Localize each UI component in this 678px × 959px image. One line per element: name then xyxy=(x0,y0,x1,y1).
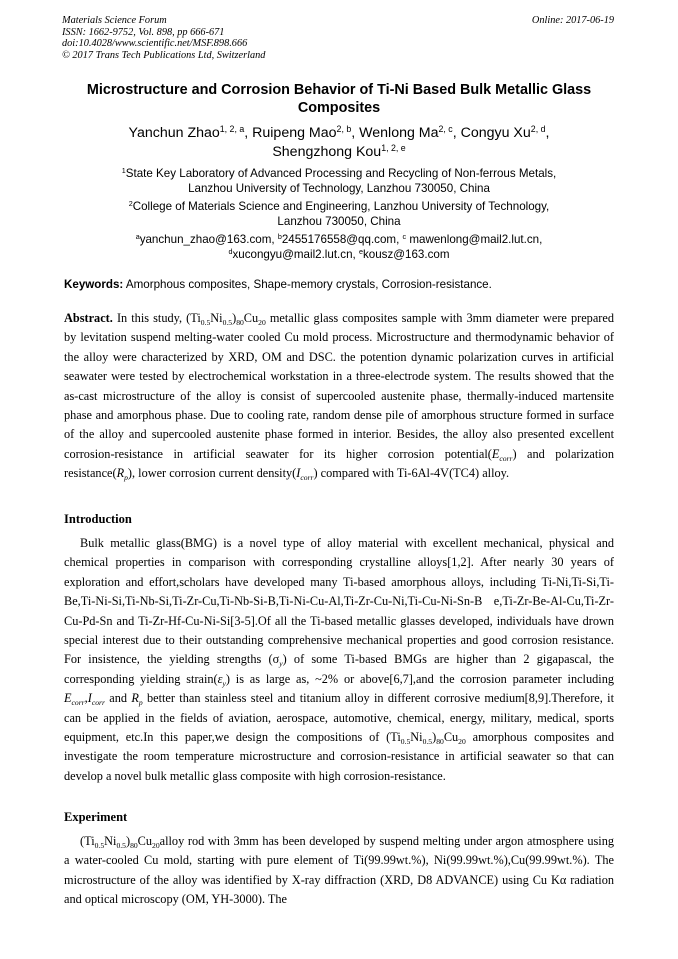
author-affil-sup: 2, d xyxy=(530,123,546,134)
subscript: corr xyxy=(91,697,105,707)
subscript: 80 xyxy=(436,736,444,746)
symbol-sigma: σ xyxy=(272,652,280,667)
issn-line: ISSN: 1662-9752, Vol. 898, pp 666-671 xyxy=(62,26,225,38)
email-address[interactable]: kousz@163.com xyxy=(362,248,450,262)
keywords-line xyxy=(64,278,624,291)
subscript: corr xyxy=(499,453,513,463)
symbol-i: I xyxy=(87,691,92,706)
author-name: Yanchun Zhao xyxy=(128,125,220,141)
abstract-text: metallic glass composites sample with 3mm diameter were prepared by levitation suspend melting-water cooled Cu mold process. Microstructure and thermodynamic behavior of the alloy were characterized by XRD, OM and DSC. the potention dynamic polarization curves in artificial seawater were tested by electrochemical workstation in a three-electrode system. The results showed that the as-cast microstructure of the alloy is consist of supercooled austenite phase, thermally-induced martensite phase and amorphous phase. Due to cooling rate, random dense pile of amorphous structure formed in surface of the alloy and supercooled austenite phase formed in interior. Besides, the alloy also presented excellent corrosion-resistance in artificial seawater for its higher corrosion potential( xyxy=(64,311,614,461)
subscript: y xyxy=(279,659,283,669)
subscript: y xyxy=(222,678,226,688)
subscript: 20 xyxy=(458,736,466,746)
author-affil-sup: 1, 2, a xyxy=(219,123,245,134)
email-sup: b xyxy=(277,231,282,241)
keywords-label: Keywords: xyxy=(64,278,124,291)
formula-ni: Ni xyxy=(410,730,423,745)
affil-num: 1 xyxy=(121,165,126,175)
subscript: p xyxy=(124,472,128,482)
subscript: 0.5 xyxy=(200,317,211,327)
symbol-r: R xyxy=(131,691,139,706)
journal-header xyxy=(62,15,265,61)
symbol-r: R xyxy=(116,466,125,481)
intro-text: amorphous composites and investigate the room temperature microstructure and corrosion-resistance in artificial seawater so that can develop a novel bulk metallic glass composite with high corrosion-resistance. xyxy=(64,730,614,783)
author-name: Wenlong Ma xyxy=(359,125,439,141)
email-address[interactable]: xucongyu@mail2.lut.cn xyxy=(232,248,353,262)
experiment-paragraph: $(Ti_{0.5}Ni_{0.5})_{80}Cu_{20}alloy$ rod with 3mm has been developed by suspend melting under argon atmosphere using a water-cooled Cu mold, starting with pure element of Ti(99.99wt.%), Ni(99.99wt.%),Cu(99.99wt.%). The microstructure of the alloy was identified by X-ray diffraction (XRD, D8 ADVANCE) using Cu Kα radiation and optical microscopy (OM, YH-3000). The xyxy=(64,834,614,907)
intro-text: Bulk metallic glass(BMG) is a novel type of alloy material with excellent mechanical, physical and chemical properties in comparison with corresponding crystalline alloys[1,2]. After nearly 30 years of exploration and effort,scholars have developed many Ti-based amorphous alloys, including Ti-Ni,Ti-Si,Ti-Be,Ti-Ni-Si,Ti-Nb-Si,Ti-Zr-Cu,Ti-Nb-Si-B,Ti-Ni-Cu-Al,Ti-Zr-Cu-Ni,Ti-Cu-Ni-Sn-B e,Ti-Zr-Be-Al-Cu,Ti-Zr-Cu-Pd-Sn and Ti-Zr-Hf-Cu-Ni-Si[3-5].Of all the Ti-based metallic glasses developed, individuals have drown special interest due to their outstanding comprehensive mechanical properties and good corrosion resistance. For insistence, the yielding strengths ( xyxy=(64,536,614,667)
abstract-text: ) compared with Ti-6Al-4V(TC4) alloy. xyxy=(313,466,510,481)
author-name: Congyu Xu xyxy=(460,125,531,141)
formula-ti: Ti xyxy=(390,730,401,745)
subscript: 80 xyxy=(130,840,138,850)
abstract-text: ) and polarization resistance( xyxy=(64,446,614,481)
email-sup: c xyxy=(402,231,407,241)
author-list: Yanchun Zhao$^{1, 2, a}$, Ruipeng Mao$^{2, b}$, Wenlong Ma$^{2, c}$, Congyu Xu$^{2, d}$, Shengzhong Kou$^{1, 2, e}$ xyxy=(128,123,550,160)
author-affil-sup: 2, c xyxy=(438,123,453,134)
email-sup: a xyxy=(135,231,140,241)
affil-line: State Key Laboratory of Advanced Processing and Recycling of Non-ferrous Metals, xyxy=(125,167,557,180)
formula-ti: Ti xyxy=(84,834,95,848)
abstract-text: In this study, (Ti xyxy=(116,311,201,325)
symbol-e: E xyxy=(64,691,72,706)
abstract-paragraph: Abstract. In this study, $(Ti_{0.5}Ni_{0.5})_{80}Cu_{20}$ metallic glass composites sample with 3mm diameter were prepared by levitation suspend melting-water cooled Cu mold process. Microstructure and thermodynamic behavior of the alloy were characterized by XRD, OM and DSC. the potention dynamic polarization curves in artificial seawater were tested by electrochemical workstation in a three-electrode system. The results showed that the as-cast microstructure of the alloy is consist of supercooled austenite phase, thermally-induced martensite phase and amorphous phase. Due to cooling rate, random dense pile of amorphous structure formed in surface of the alloy and supercooled austenite phase formed in interior. Besides, the alloy also presented excellent corrosion-resistance in artificial seawater for its higher corrosion $potential(E_{corr})$ and polarization $resistance(R_p)$, lower corrosion current $density(I_{corr})$ compared with Ti-6Al-4V(TC4) alloy. xyxy=(64,311,614,482)
email-sup: d xyxy=(228,247,233,257)
experiment-heading: Experiment xyxy=(64,810,128,824)
affil-line: Lanzhou 730050, China xyxy=(277,215,401,229)
email-sup: e xyxy=(358,247,363,257)
subscript: corr xyxy=(300,472,314,482)
formula-cu: Cu xyxy=(243,311,259,325)
symbol-epsilon: ε xyxy=(217,671,223,686)
email-address[interactable]: 2455176558@qq.com xyxy=(281,233,397,246)
symbol-i: I xyxy=(296,466,301,481)
intro-text: ) of some Ti-based BMGs are higher than 2 gigapascal, the corresponding yielding strain( xyxy=(64,652,615,686)
formula-ni: Ni xyxy=(210,311,223,325)
author-name: Shengzhong Kou xyxy=(272,144,382,160)
subscript: 0.5 xyxy=(222,317,233,327)
introduction-heading: Introduction xyxy=(64,512,132,526)
abstract-label: Abstract. xyxy=(64,311,113,325)
formula-ni: Ni xyxy=(104,834,117,848)
subscript: 0.5 xyxy=(94,840,105,850)
affiliation-1 xyxy=(64,166,614,197)
subscript: corr xyxy=(71,697,85,707)
intro-text: better than stainless steel and titanium alloy in different corrosive medium[8,9].Therefore, it can be applied in the fields of aviation, aerospace, automotive, chemical, energy, military, medical, sports equipment, etc.In this paper,we design the compositions of ( xyxy=(64,691,614,745)
subscript: 20 xyxy=(152,840,160,850)
subscript: 20 xyxy=(258,317,266,327)
intro-text: ) is as large as, ~2% or above[6,7],and the corrosion parameter including xyxy=(225,671,614,686)
abstract-text: ), lower corrosion current density( xyxy=(127,466,297,481)
experiment-text: alloy rod with 3mm has been developed by suspend melting under argon atmosphere using a water-cooled Cu mold, starting with pure element of Ti(99.99wt.%), Ni(99.99wt.%),Cu(99.99wt.%). The microstructure of the alloy was identified by X-ray diffraction (XRD, D8 ADVANCE) using Cu Kα radiation and optical microscopy (OM, YH-3000). The xyxy=(64,834,614,907)
affil-line: Lanzhou University of Technology, Lanzhou 730050, China xyxy=(188,182,490,196)
subscript: p xyxy=(138,697,143,707)
subscript: 0.5 xyxy=(400,736,411,746)
journal-name: Materials Science Forum xyxy=(62,15,167,26)
author-affil-sup: 2, b xyxy=(336,123,352,134)
email-list: $^a$yanchun_zhao@163.com, $^b$2455176558@qq.com, $^c$ mawenlong@mail2.lut.cn, $^d$xucongyu@mail2.lut.cn, $^e$kousz@163.com xyxy=(135,231,543,262)
author-name: Ruipeng Mao xyxy=(252,125,337,141)
keywords-text: Amorphous composites, Shape-memory crystals, Corrosion-resistance. xyxy=(125,278,492,291)
doi-line: doi:10.4028/www.scientific.net/MSF.898.666 xyxy=(62,38,248,50)
subscript: 0.5 xyxy=(422,736,433,746)
email-address[interactable]: yanchun_zhao@163.com xyxy=(139,233,272,246)
paper-title: Microstructure and Corrosion Behavior of Ti-Ni Based Bulk Metallic Glass Composites xyxy=(86,82,592,116)
affil-num: 2 xyxy=(128,198,133,208)
email-address[interactable]: mawenlong@mail2.lut.cn xyxy=(409,233,540,246)
formula-cu: Cu xyxy=(137,834,153,848)
affiliation-2 xyxy=(64,199,614,230)
introduction-paragraph: Bulk metallic glass(BMG) is a novel type of alloy material with excellent mechanical, physical and chemical properties in comparison with corresponding crystalline alloys[1,2]. After nearly 30 years of exploration and effort,scholars have developed many Ti-based amorphous alloys, including Ti-Ni,Ti-Si,Ti-Be,Ti-Ni-Si,Ti-Nb-Si,Ti-Zr-Cu,Ti-Nb-Si-B,Ti-Ni-Cu-Al,Ti-Zr-Cu-Ni,Ti-Cu-Ni-Sn-B e,Ti-Zr-Be-Al-Cu,Ti-Zr-Cu-Pd-Sn and Ti-Zr-Hf-Cu-Ni-Si[3-5].Of all the Ti-based metallic glasses developed, individuals have drown special interest due to their outstanding comprehensive mechanical properties and good corrosion resistance. For insistence, the yielding strengths $(\sigma_y)$ of some Ti-based BMGs are higher than 2 gigapascal, the corresponding yielding $strain(\varepsilon_y)$ is as large as, ~2% or above[6,7],and the corrosion parameter including $E_{corr},I_{corr}$ and $R_p$ better than stainless steel and titanium alloy in different corrosive medium[8,9].Therefore, it can be applied in the fields of aviation, aerospace, automotive, chemical, energy, military, medical, sports equipment, etc.In this paper,we design the compositions of $(Ti_{0.5}Ni_{0.5})_{80}Cu_{20}$ amorphous composites and investigate the room temperature microstructure and corrosion-resistance in artificial seawater so that can develop a novel bulk metallic glass composite with high corrosion-resistance. xyxy=(64,536,615,783)
subscript: 0.5 xyxy=(116,840,126,850)
copyright-line: © 2017 Trans Tech Publications Ltd, Switzerland xyxy=(62,49,266,61)
formula-cu: Cu xyxy=(443,730,459,745)
intro-text: and xyxy=(104,691,132,706)
author-affil-sup: 1, 2, e xyxy=(381,142,406,153)
symbol-e: E xyxy=(491,446,500,461)
subscript: 80 xyxy=(236,317,244,327)
affil-line: College of Materials Science and Engineering, Lanzhou University of Technology, xyxy=(132,200,550,213)
online-date: Online: 2017-06-19 xyxy=(531,15,614,26)
